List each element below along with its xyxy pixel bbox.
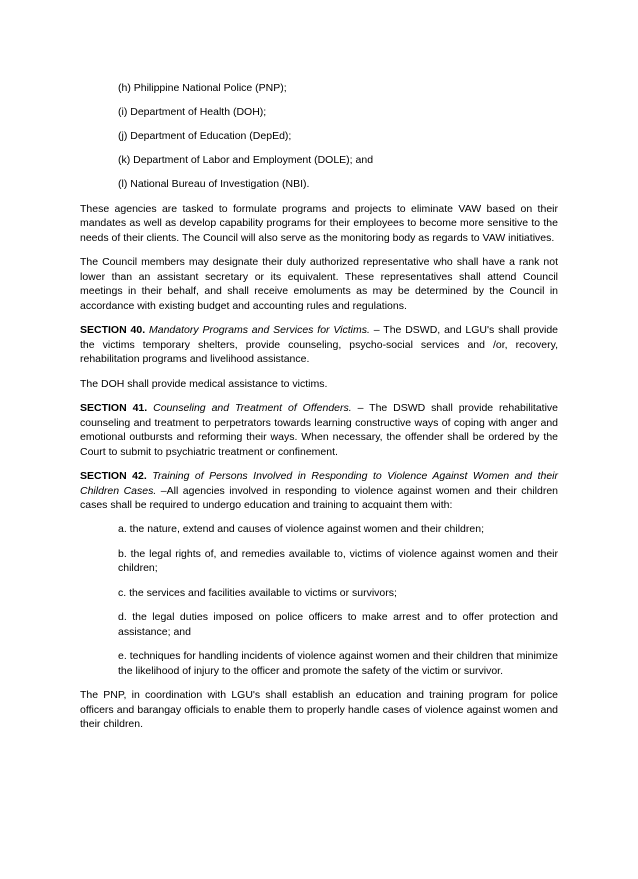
section-41-title: Counseling and Treatment of Offenders. — [153, 402, 352, 415]
section-40-label: SECTION 40. — [80, 324, 146, 337]
training-item-e: e. techniques for handling incidents of violence against women and their children that minimize the likelihood of injury to the officer and promote the safety of the victim or survivor. — [118, 650, 558, 677]
section-42-label: SECTION 42. — [80, 470, 147, 483]
training-item-c: c. the services and facilities available to victims or survivors; — [118, 586, 397, 599]
document-page — [80, 82, 558, 742]
section-41-label: SECTION 41. — [80, 402, 148, 415]
agency-item-k: (k) Department of Labor and Employment (DOLE); and — [118, 153, 374, 166]
council-representatives-paragraph: The Council members may designate their duly authorized representative who shall have a rank not lower than an assistant secretary or its equivalent. These representatives shall attend Council meetings in their behalf, and shall receive emoluments as may be determined by the Council in accordance with existing budget and accounting rules and regulations. — [80, 256, 558, 312]
section-42-text: –All agencies involved in responding to violence against women and their children cases shall be required to undergo education and training to acquaint them with: — [80, 484, 559, 511]
section-41-paragraph — [80, 401, 558, 459]
section-40-title: Mandatory Programs and Services for Victims. — [148, 324, 370, 337]
section-42-title: Training of Persons Involved in Responding to Violence Against Women and their Children Cases. — [80, 470, 559, 497]
agencies-mandate-paragraph: These agencies are tasked to formulate programs and projects to eliminate VAW based on their mandates as well as develop capability programs for their employees to become more sensitive to the needs of their clients. The Council will also serve as the monitoring body as regards to VAW initiatives. — [80, 202, 558, 244]
agency-item-i: (i) Department of Health (DOH); — [118, 105, 267, 118]
agency-item-j: (j) Department of Education (DepEd); — [118, 129, 292, 142]
doh-paragraph: The DOH shall provide medical assistance to victims. — [80, 377, 328, 390]
agency-item-h: (h) Philippine National Police (PNP); — [118, 82, 287, 94]
training-item-b: b. the legal rights of, and remedies available to, victims of violence against women and their children; — [118, 547, 558, 575]
training-item-a: a. the nature, extend and causes of violence against women and their children; — [118, 523, 484, 536]
section-42-paragraph — [80, 469, 558, 512]
training-item-d: d. the legal duties imposed on police officers to make arrest and to offer protection and assistance; and — [118, 611, 558, 638]
section-40-paragraph — [80, 323, 558, 366]
section-40-text: – The DSWD, and LGU's shall provide the victims temporary shelters, provide counseling, psycho-social services and /or, recovery, rehabilitation programs and livelihood assistance. — [80, 324, 559, 366]
agency-item-l: (l) National Bureau of Investigation (NBI). — [118, 177, 310, 190]
pnp-training-paragraph: The PNP, in coordination with LGU's shall establish an education and training program for police officers and barangay officials to enable them to properly handle cases of violence against women and their children. — [80, 689, 558, 731]
section-41-text: – The DSWD shall provide rehabilitative counseling and treatment to perpetrators towards learning constructive ways of coping with anger and emotional outbursts and reforming their ways. When necessary, the offender shall be ordered by the Court to submit to psychiatric treatment or confinement. — [80, 402, 558, 458]
